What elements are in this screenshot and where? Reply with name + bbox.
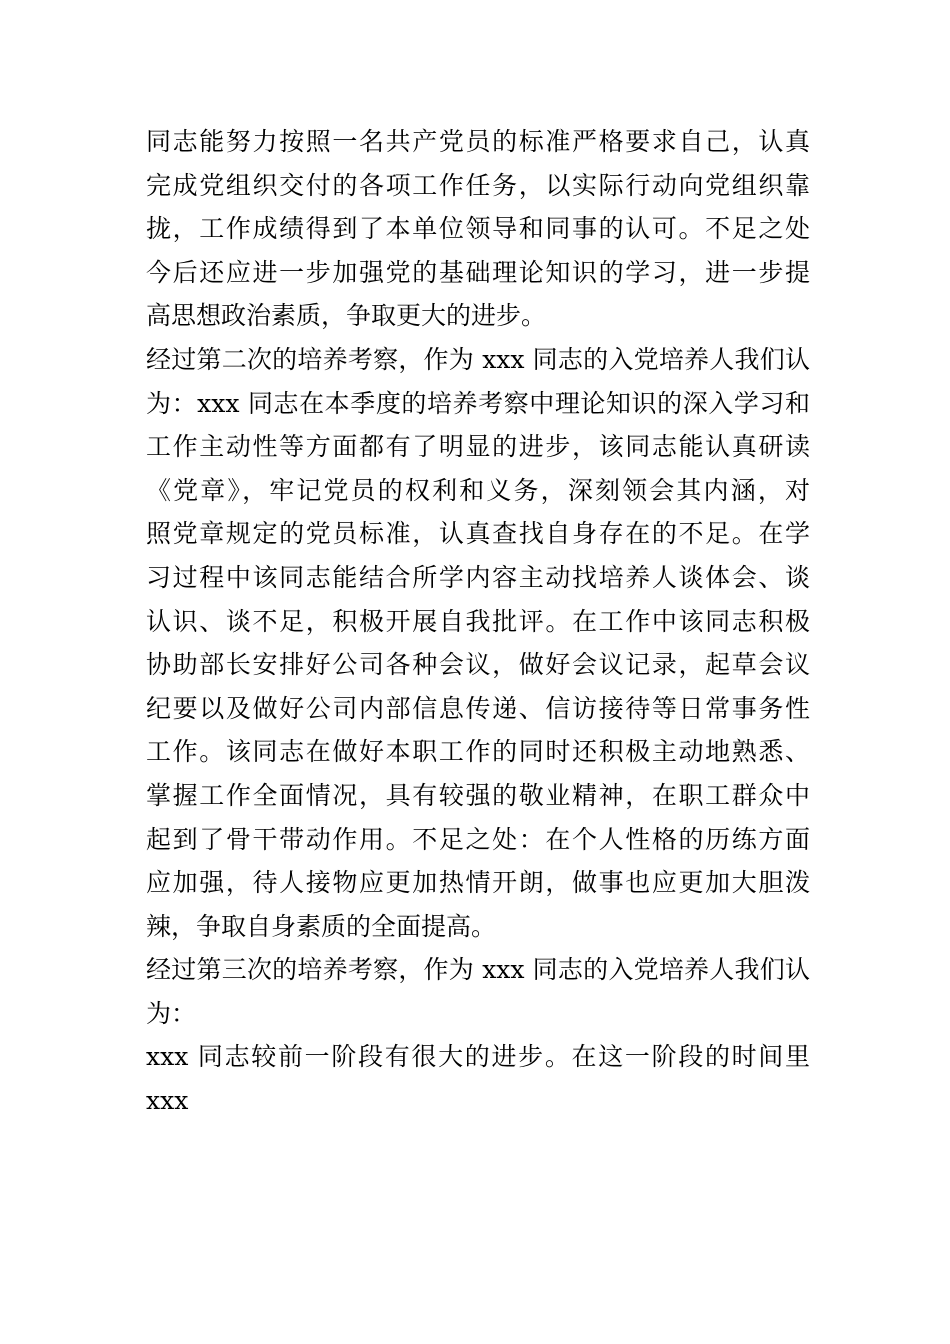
text-line: 经过第三次的培养考察，作为 xxx 同志的入党培养人我们认 (146, 955, 810, 985)
text-line: xxx (146, 1086, 189, 1116)
document-body (146, 120, 810, 1123)
text-line: 协助部长安排好公司各种会议，做好会议记录，起草会议 (146, 650, 810, 680)
text-line: 工作。该同志在做好本职工作的同时还积极主动地熟悉、 (146, 737, 810, 767)
paragraph-4 (146, 1035, 810, 1122)
text-line: 《党章》，牢记党员的权利和义务，深刻领会其内涵，对 (146, 475, 810, 505)
text-line: 起到了骨干带动作用。不足之处：在个人性格的历练方面 (146, 824, 810, 854)
text-line: 工作主动性等方面都有了明显的进步，该同志能认真研读 (146, 432, 810, 462)
text-line: xxx 同志较前一阶段有很大的进步。在这一阶段的时间里 (146, 1042, 810, 1072)
paragraph-3 (146, 948, 810, 1035)
text-line: 拢，工作成绩得到了本单位领导和同事的认可。不足之处 (146, 214, 810, 244)
text-line: 高思想政治素质，争取更大的进步。 (146, 301, 547, 331)
text-line: 为：xxx 同志在本季度的培养考察中理论知识的深入学习和 (146, 388, 810, 418)
text-line: 应加强，待人接物应更加热情开朗，做事也应更加大胆泼 (146, 868, 810, 898)
text-line: 为： (146, 998, 197, 1028)
text-line: 经过第二次的培养考察，作为 xxx 同志的入党培养人我们认 (146, 344, 810, 374)
paragraph-1 (146, 120, 810, 338)
text-line: 完成党组织交付的各项工作任务，以实际行动向党组织靠 (146, 170, 810, 200)
text-line: 掌握工作全面情况，具有较强的敬业精神，在职工群众中 (146, 780, 810, 810)
text-line: 纪要以及做好公司内部信息传递、信访接待等日常事务性 (146, 693, 810, 723)
text-line: 习过程中该同志能结合所学内容主动找培养人谈体会、谈 (146, 562, 810, 592)
text-line: 照党章规定的党员标准，认真查找自身存在的不足。在学 (146, 519, 810, 549)
text-line: 今后还应进一步加强党的基础理论知识的学习，进一步提 (146, 257, 810, 287)
text-line: 认识、谈不足，积极开展自我批评。在工作中该同志积极 (146, 606, 810, 636)
text-line: 辣，争取自身素质的全面提高。 (146, 911, 497, 941)
paragraph-2 (146, 338, 810, 948)
text-line: 同志能努力按照一名共产党员的标准严格要求自己，认真 (146, 127, 810, 156)
